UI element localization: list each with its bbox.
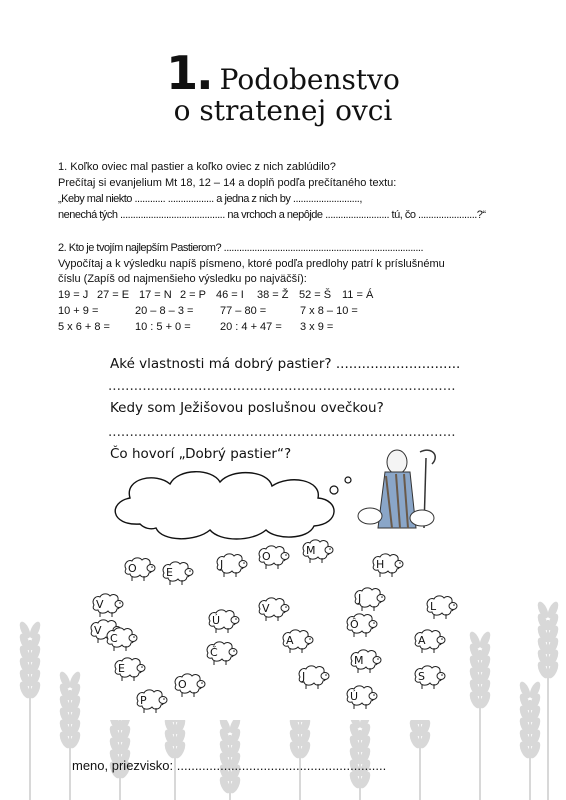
q1-line-4: nenechá tých ......................................... na vrchoch a nepôjde ......................... tú, čo .......................?“ bbox=[58, 209, 486, 221]
question-shepherd-says: Čo hovorí „Dobrý pastier“? bbox=[110, 446, 292, 462]
key-item: 52 = Š bbox=[299, 289, 332, 301]
sheep-letter: M bbox=[354, 654, 364, 667]
sheep-letter: A bbox=[418, 634, 426, 647]
title-line-1: Podobenstvo bbox=[219, 63, 400, 96]
sheep bbox=[296, 664, 330, 690]
good-shepherd-illustration bbox=[352, 442, 442, 532]
sheep-letter: J bbox=[302, 670, 306, 683]
sheep bbox=[214, 552, 248, 578]
sheep bbox=[160, 560, 194, 586]
key-item: 11 = Á bbox=[342, 289, 374, 301]
q2-line-3: číslu (Zapíš od najmenšieho výsledku po najväčší): bbox=[58, 273, 307, 285]
name-field-label[interactable]: meno, priezvisko: .......................................................... bbox=[72, 758, 387, 773]
sheep-letter: J bbox=[358, 592, 362, 605]
sheep bbox=[256, 596, 290, 622]
key-item: 2 = P bbox=[180, 289, 206, 301]
sheep-letter: V bbox=[96, 598, 104, 611]
exercise: 10 : 5 + 0 = bbox=[135, 321, 191, 333]
question-obedient-sheep: Kedy som Ježišovou poslušnou ovečkou? bbox=[110, 400, 384, 416]
sheep-letter: L bbox=[430, 600, 437, 613]
sheep-letter: M bbox=[306, 544, 316, 557]
key-item: 17 = N bbox=[139, 289, 172, 301]
sheep-letter: O bbox=[128, 562, 137, 575]
q2-line-2: Vypočítaj a k výsledku napíš písmeno, ktoré podľa predlohy patrí k príslušnému bbox=[58, 258, 445, 270]
key-item: 27 = E bbox=[97, 289, 130, 301]
key-item: 38 = Ž bbox=[257, 289, 289, 301]
exercise: 5 x 6 + 8 = bbox=[58, 321, 110, 333]
sheep bbox=[204, 640, 238, 666]
sheep bbox=[280, 628, 314, 654]
sheep bbox=[112, 656, 146, 682]
sheep bbox=[206, 608, 240, 634]
sheep-letter: O bbox=[178, 678, 187, 691]
sheep-letter: A bbox=[286, 634, 294, 647]
sheep bbox=[104, 626, 138, 652]
sheep-letter: O bbox=[262, 550, 271, 563]
sheep bbox=[344, 612, 378, 638]
sheep-letter: S bbox=[418, 670, 425, 683]
exercise: 3 x 9 = bbox=[300, 321, 334, 333]
sheep-letter: Č bbox=[210, 646, 218, 659]
sheep bbox=[348, 648, 382, 674]
sheep bbox=[344, 684, 378, 710]
exercise: 7 x 8 – 10 = bbox=[300, 305, 358, 317]
exercise: 10 + 9 = bbox=[58, 305, 99, 317]
q1-line-1: 1. Koľko oviec mal pastier a koľko oviec z nich zablúdilo? bbox=[58, 161, 336, 173]
sheep bbox=[134, 688, 168, 714]
sheep bbox=[424, 594, 458, 620]
sheep-letter: H bbox=[376, 558, 385, 571]
answer-line-b: ................................................................................. bbox=[108, 424, 456, 440]
sheep bbox=[90, 592, 124, 618]
sheep bbox=[352, 586, 386, 612]
sheep-letter: E bbox=[166, 566, 173, 579]
sheep bbox=[122, 556, 156, 582]
sheep-letter: Ú bbox=[212, 614, 221, 627]
q2-line-1: 2. Kto je tvojím najlepším Pastierom? .............................................................................. bbox=[58, 242, 424, 254]
sheep-letter: J bbox=[220, 558, 224, 571]
sheep-letter: Ô bbox=[350, 618, 359, 631]
sheep bbox=[256, 544, 290, 570]
sheep bbox=[370, 552, 404, 578]
sheep-letter: Ú bbox=[350, 690, 359, 703]
q1-line-3: „Keby mal niekto ............ .................. a jedna z nich by .........................., bbox=[58, 193, 362, 205]
sheep-letter: E bbox=[118, 662, 125, 675]
sheep bbox=[412, 628, 446, 654]
key-item: 46 = I bbox=[216, 289, 244, 301]
exercise: 20 – 8 – 3 = bbox=[135, 305, 194, 317]
answer-line-a: ................................................................................. bbox=[108, 378, 456, 394]
question-good-shepherd-qualities: Aké vlastnosti má dobrý pastier? ............................. bbox=[110, 356, 461, 372]
sheep-letter: P bbox=[140, 694, 147, 707]
q1-line-2: Prečítaj si evanjelium Mt 18, 12 – 14 a doplň podľa prečítaného textu: bbox=[58, 177, 397, 189]
exercise: 20 : 4 + 47 = bbox=[220, 321, 282, 333]
sheep-letter: V bbox=[94, 624, 102, 637]
sheep-letter: C bbox=[110, 632, 118, 645]
worksheet-title bbox=[0, 46, 566, 127]
title-line-2: o stratenej ovci bbox=[173, 94, 393, 127]
sheep-letter: V bbox=[262, 602, 270, 615]
thought-cloud bbox=[100, 464, 360, 544]
key-item: 19 = J bbox=[58, 289, 89, 301]
exercise: 77 – 80 = bbox=[220, 305, 267, 317]
sheep bbox=[412, 664, 446, 690]
sheep bbox=[300, 538, 334, 564]
sheep bbox=[172, 672, 206, 698]
title-number: 1. bbox=[166, 46, 212, 100]
